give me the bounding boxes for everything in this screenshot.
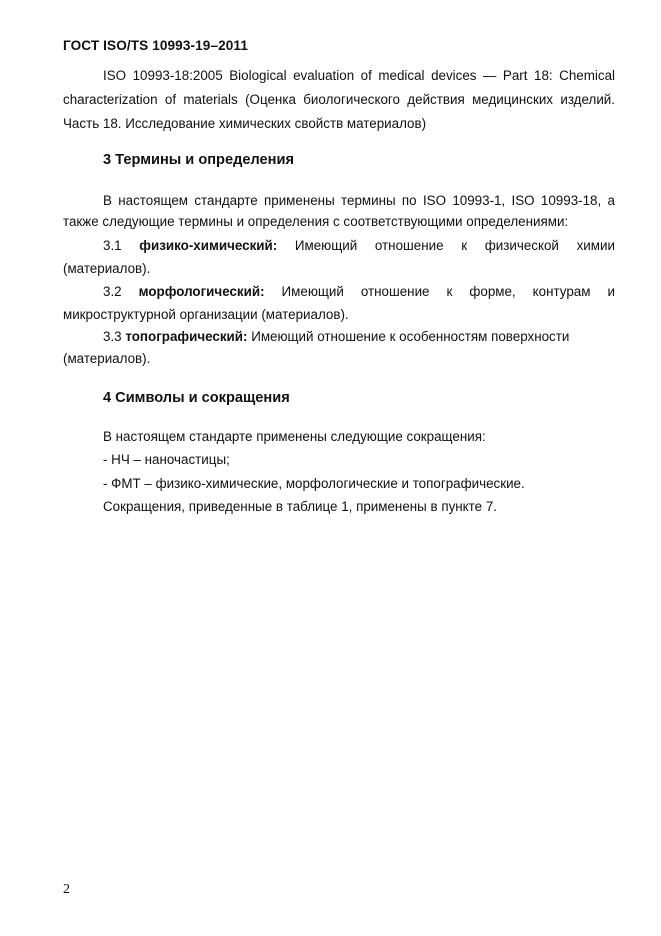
term-definition-word: отношение — [374, 238, 444, 253]
abbreviation-item: - НЧ – наночастицы; — [103, 452, 230, 467]
reference-line-3: Часть 18. Исследование химических свойств материалов) — [63, 116, 427, 131]
term-definition-word: Имеющий — [294, 238, 358, 253]
term-3-1 — [103, 238, 615, 254]
term-number: 3.3 — [103, 329, 122, 344]
term-name: физико-химический: — [139, 238, 278, 253]
term-definition-word: физической — [484, 238, 559, 253]
term-definition-word: Имеющий — [281, 284, 344, 299]
term-3-2 — [103, 284, 615, 300]
section-3-heading: 3 Термины и определения — [103, 152, 294, 168]
abbreviation-item: - ФМТ – физико-химические, морфологические и топографические. — [103, 476, 525, 491]
term-definition-word: контурам — [532, 284, 591, 299]
term-name: морфологический: — [138, 284, 265, 299]
reference-line-1: ISO 10993-18:2005 Biological evaluation of medical devices — Part 18: Chemical — [103, 68, 615, 83]
term-3-1-continued: (материалов). — [63, 261, 151, 276]
term-definition-word: к — [461, 238, 468, 253]
page-number: 2 — [63, 882, 70, 897]
term-name: топографический: — [125, 329, 248, 344]
section-4-intro: В настоящем стандарте применены следующие сокращения: — [103, 429, 486, 444]
term-number: 3.2 — [103, 284, 122, 299]
term-3-3-continued: (материалов). — [63, 351, 151, 366]
term-3-2-continued: микроструктурной организации (материалов). — [63, 307, 349, 322]
term-definition-word: и — [607, 284, 615, 299]
term-definition-word: к — [446, 284, 453, 299]
term-number: 3.1 — [103, 238, 122, 253]
term-3-3 — [103, 329, 615, 345]
section-3-intro-line-1: В настоящем стандарте применены термины по ISO 10993-1, ISO 10993-18, а — [103, 193, 615, 208]
section-4-heading: 4 Символы и сокращения — [103, 390, 290, 406]
section-3-intro-line-2: также следующие термины и определения с соответствующими определениями: — [63, 214, 569, 229]
term-definition-word: химии — [576, 238, 615, 253]
term-definition-word: форме, — [469, 284, 516, 299]
section-4-note: Сокращения, приведенные в таблице 1, применены в пункте 7. — [103, 499, 498, 514]
document-header: ГОСТ ISO/TS 10993-19–2011 — [63, 38, 248, 53]
term-definition: Имеющий отношение к особенностям поверхности — [251, 329, 570, 344]
reference-line-2: characterization of materials (Оценка биологического действия медицинских изделий. — [63, 92, 615, 107]
term-definition-word: отношение — [360, 284, 430, 299]
